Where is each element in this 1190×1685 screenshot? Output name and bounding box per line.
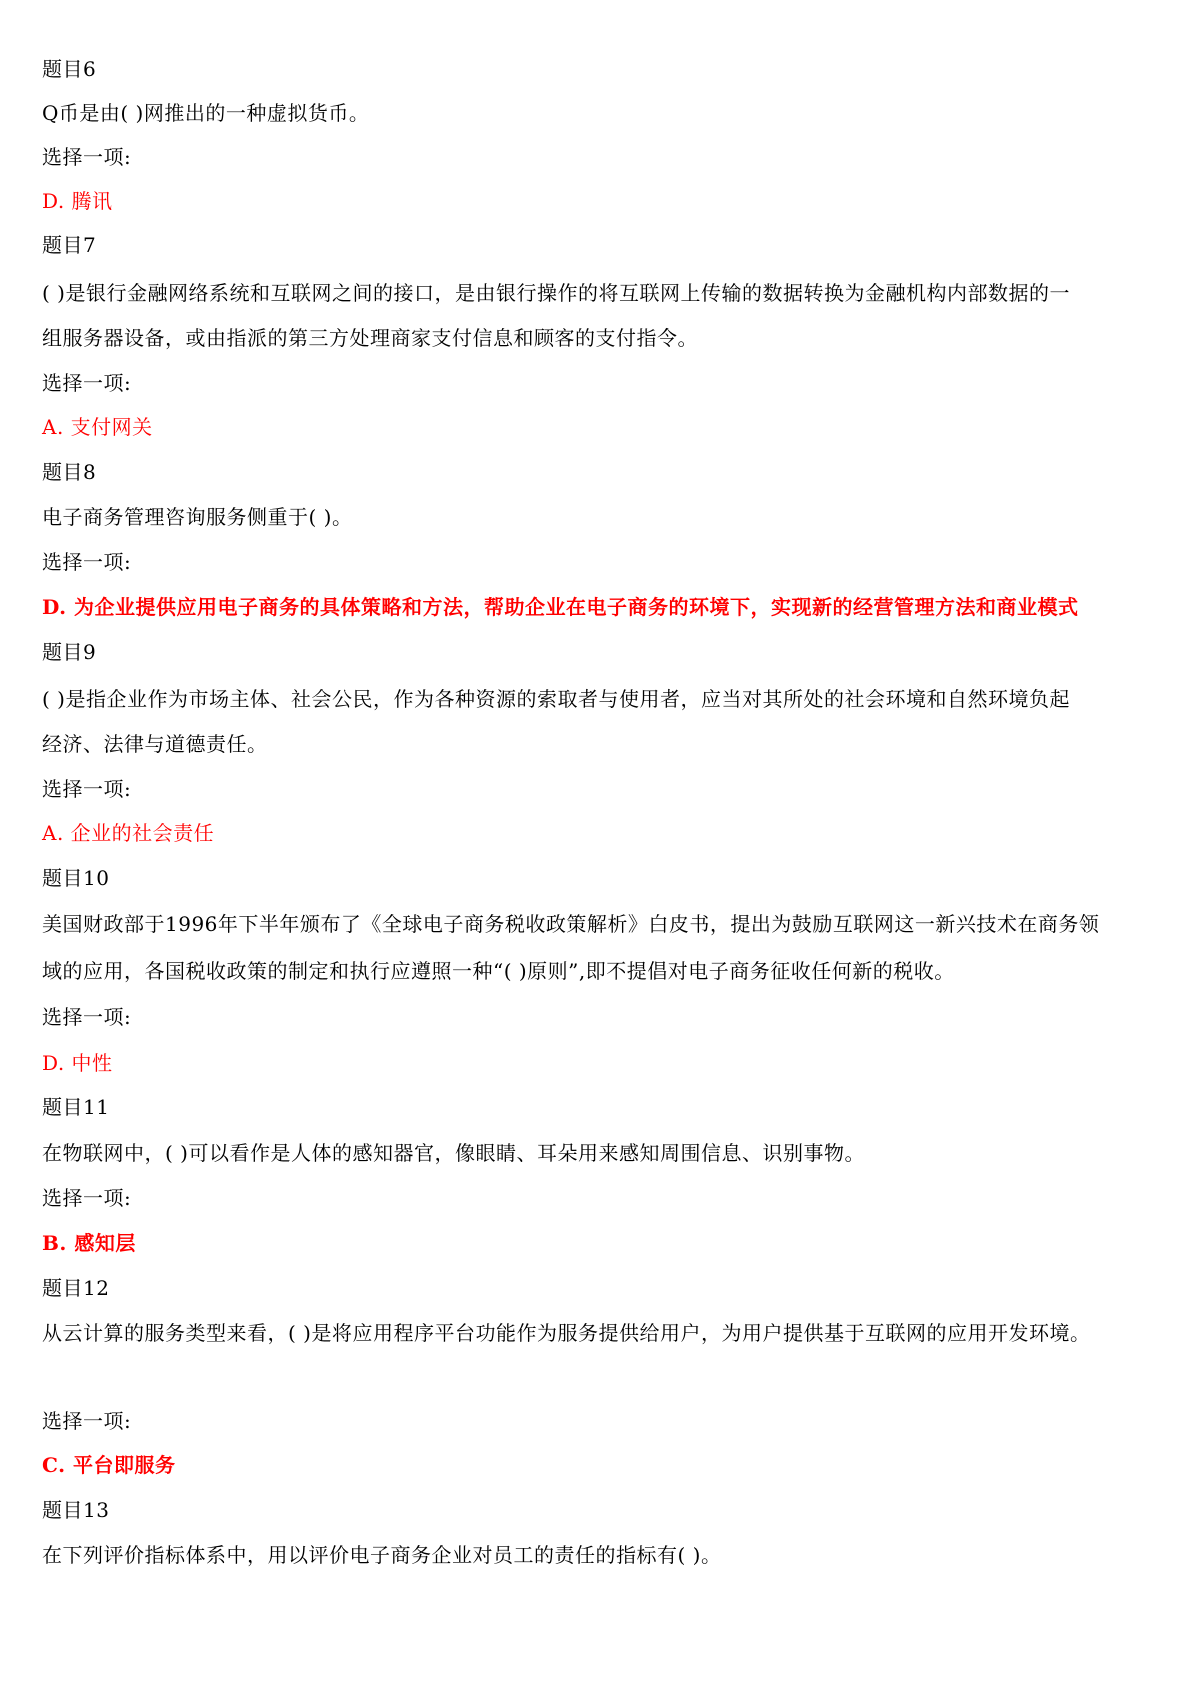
question-8-prompt: 选择一项: [42,550,132,574]
question-11-answer: B. 感知层 [42,1231,136,1255]
question-9-prompt: 选择一项: [42,777,132,801]
question-12-answer: C. 平台即服务 [42,1453,176,1477]
question-11-text: 在物联网中，( )可以看作是人体的感知器官，像眼睛、耳朵用来感知周围信息、识别事物。 [42,1141,865,1165]
question-9-heading: 题目9 [42,640,97,664]
question-9-text-line-1: ( )是指企业作为市场主体、社会公民，作为各种资源的索取者与使用者，应当对其所处的社会环境和自然环境负起 [42,687,1070,711]
question-10-answer: D. 中性 [42,1051,113,1075]
question-10-heading: 题目10 [42,866,110,890]
question-7-prompt: 选择一项: [42,371,132,395]
question-10-text-line-1: 美国财政部于1996年下半年颁布了《全球电子商务税收政策解析》白皮书，提出为鼓励互联网这一新兴技术在商务领 [42,912,1100,936]
question-6-answer: D. 腾讯 [42,189,113,213]
question-7-text-line-1: ( )是银行金融网络系统和互联网之间的接口，是由银行操作的将互联网上传输的数据转换为金融机构内部数据的一 [42,281,1070,305]
question-7-answer: A. 支付网关 [42,415,153,439]
question-9-text-line-2: 经济、法律与道德责任。 [42,732,268,756]
question-9-answer: A. 企业的社会责任 [42,821,215,845]
question-10-text-line-2: 域的应用，各国税收政策的制定和执行应遵照一种“( )原则”,即不提倡对电子商务征收任何新的税收。 [42,959,955,983]
question-13-text: 在下列评价指标体系中，用以评价电子商务企业对员工的责任的指标有( )。 [42,1543,722,1567]
question-11-prompt: 选择一项: [42,1186,132,1210]
question-6-text: Q币是由( )网推出的一种虚拟货币。 [42,101,370,125]
question-8-heading: 题目8 [42,460,97,484]
question-8-answer: D. 为企业提供应用电子商务的具体策略和方法，帮助企业在电子商务的环境下，实现新的经营管理方法和商业模式 [42,595,1079,619]
question-7-heading: 题目7 [42,233,97,257]
question-6-prompt: 选择一项: [42,145,132,169]
question-11-heading: 题目11 [42,1095,110,1119]
question-12-heading: 题目12 [42,1276,110,1300]
question-6-heading: 题目6 [42,57,97,81]
question-10-prompt: 选择一项: [42,1005,132,1029]
question-8-text: 电子商务管理咨询服务侧重于( )。 [42,505,353,529]
question-7-text-line-2: 组服务器设备，或由指派的第三方处理商家支付信息和顾客的支付指令。 [42,326,698,350]
question-12-text: 从云计算的服务类型来看，( )是将应用程序平台功能作为服务提供给用户，为用户提供基于互联网的应用开发环境。 [42,1321,1091,1345]
question-13-heading: 题目13 [42,1498,110,1522]
question-12-prompt: 选择一项: [42,1409,132,1433]
